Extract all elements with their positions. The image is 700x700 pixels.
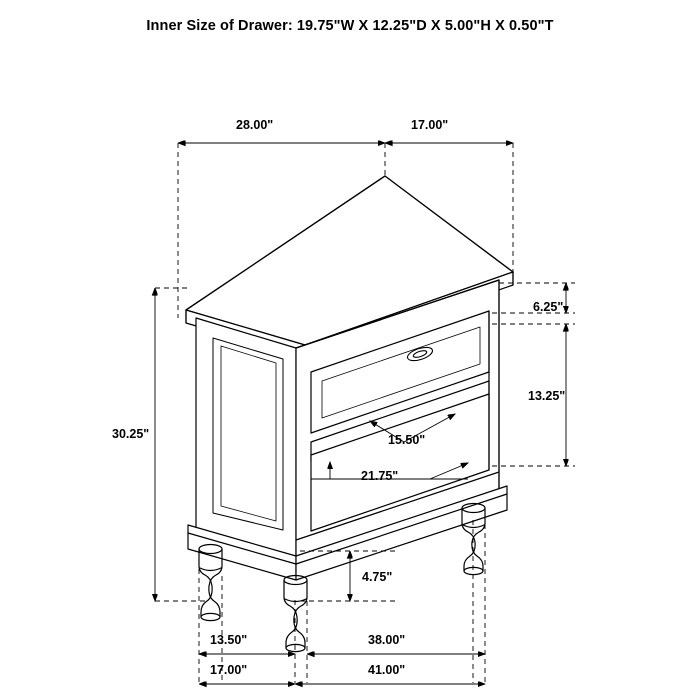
page-title: Inner Size of Drawer: 19.75"W X 12.25"D X 5.00"H X 0.50"T	[146, 18, 554, 34]
dim-label-38: 38.00"	[368, 633, 406, 647]
dim-label-17-top: 17.00"	[411, 118, 449, 132]
dim-label-15-50: 15.50"	[388, 433, 426, 447]
leg-front-right	[284, 576, 307, 652]
dim-label-21-75: 21.75"	[361, 469, 399, 483]
dim-label-28: 28.00"	[236, 118, 274, 132]
dim-label-13-25: 13.25"	[528, 389, 566, 403]
dim-label-13-50: 13.50"	[210, 633, 248, 647]
dim-label-41: 41.00"	[368, 663, 406, 677]
left-side-panel	[196, 318, 296, 565]
dim-label-30-25: 30.25"	[112, 427, 150, 441]
dim-label-4-75: 4.75"	[362, 570, 393, 584]
dim-label-6-25: 6.25"	[533, 300, 564, 314]
dim-label-17-bottom: 17.00"	[210, 663, 248, 677]
